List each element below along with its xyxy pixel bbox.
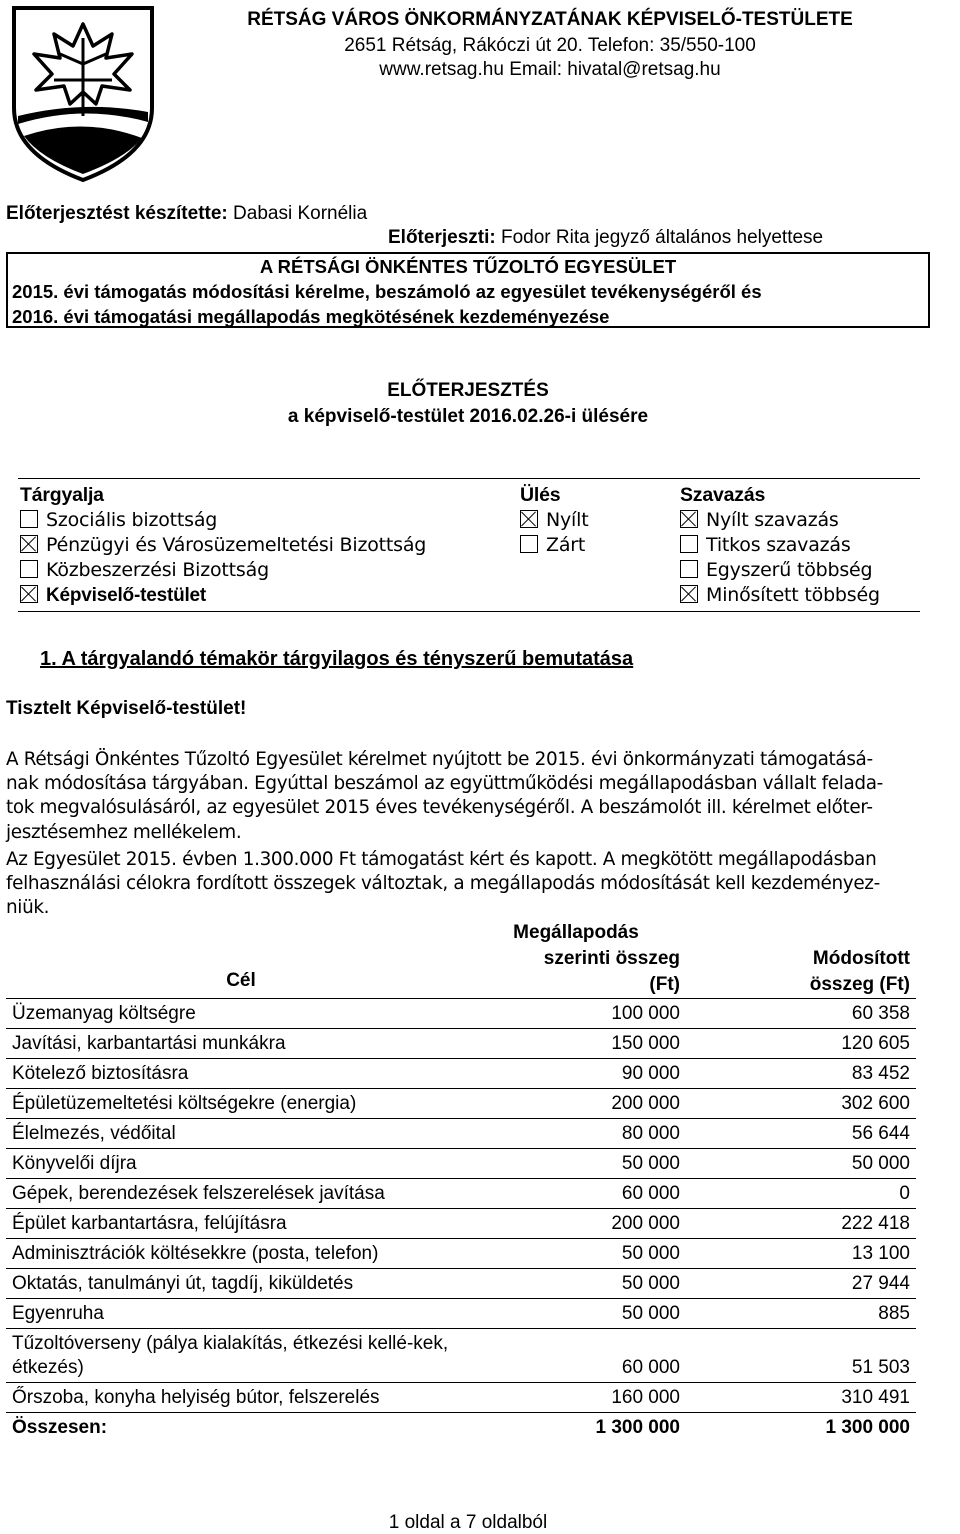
vote-option-label: Titkos szavazás: [706, 534, 851, 556]
vote-option-open[interactable]: [680, 508, 839, 533]
row-goal: Őrszoba, konyha helyiség bútor, felszerelés: [12, 1387, 380, 1408]
row-agreed: 50 000: [621, 1273, 680, 1294]
subject-line-2: 2015. évi támogatás módosítási kérelme, beszámoló az egyesület tevékenységéről és: [12, 281, 762, 302]
discuss-option-procurement[interactable]: [20, 558, 269, 583]
paragraph-line: Az Egyesület 2015. évben 1.300.000 Ft támogatást kért és kapott. A megkötött megállapodásban: [6, 849, 877, 870]
row-modified: 120 605: [841, 1033, 910, 1054]
col-agreed-header-line: szerinti összeg: [543, 948, 680, 969]
discuss-option-label: Szociális bizottság: [46, 509, 218, 531]
row-agreed: 90 000: [621, 1063, 680, 1084]
paragraph-line: niük.: [6, 897, 50, 919]
row-modified: 83 452: [851, 1063, 910, 1084]
table-row: [6, 1029, 916, 1059]
session-option-label: Nyílt: [546, 509, 589, 531]
row-goal: Javítási, karbantartási munkákra: [12, 1033, 286, 1054]
row-modified: 51 503: [851, 1357, 910, 1378]
table-row: [6, 1149, 916, 1179]
table-row: [6, 1383, 916, 1413]
checkbox-checked-icon[interactable]: [20, 535, 38, 553]
col-goal-header: Cél: [226, 970, 256, 991]
total-row: [6, 1413, 916, 1443]
paragraph-line: felhasználási célokra fordított összegek változtak, a megállapodás módosítását kell kezdeményez-: [6, 873, 880, 895]
paragraph-line: A Rétsági Önkéntes Tűzoltó Egyesület kérelmet nyújtott be 2015. évi önkormányzati támogatásá-: [6, 749, 873, 770]
discuss-header: Tárgyalja: [20, 484, 104, 506]
table-row: [6, 1239, 916, 1269]
row-agreed: 160 000: [611, 1387, 680, 1408]
town-crest-logo: [8, 4, 158, 184]
session-option-label: Zárt: [546, 534, 586, 556]
vote-option-label: Egyszerű többség: [706, 559, 873, 581]
row-goal: Épület karbantartásra, felújításra: [12, 1213, 287, 1234]
vote-option-simple-majority[interactable]: [680, 558, 872, 583]
row-agreed: 200 000: [611, 1213, 680, 1234]
council-contact: www.retsag.hu Email: hivatal@retsag.hu: [379, 59, 721, 80]
row-agreed: 80 000: [621, 1123, 680, 1144]
col-agreed-header: [476, 920, 686, 999]
row-goal: Könyvelői díjra: [12, 1153, 137, 1174]
session-header: Ülés: [520, 484, 561, 506]
total-modified: 1 300 000: [825, 1417, 910, 1438]
checkbox-checked-icon[interactable]: [520, 510, 538, 528]
col-modified-header-line: összeg (Ft): [809, 974, 910, 995]
vote-option-qualified-majority[interactable]: [680, 583, 880, 608]
vote-option-label: Minősített többség: [706, 584, 880, 606]
greeting: Tisztelt Képviselő-testület!: [6, 698, 247, 719]
total-agreed: 1 300 000: [595, 1417, 680, 1438]
row-agreed: 50 000: [621, 1243, 680, 1264]
row-modified: 27 944: [851, 1273, 910, 1294]
checkbox-checked-icon[interactable]: [680, 510, 698, 528]
row-goal: Élelmezés, védőital: [12, 1123, 176, 1144]
budget-table: [6, 920, 916, 1442]
table-row: [6, 1209, 916, 1239]
row-goal: Egyenruha: [12, 1303, 104, 1324]
proposal-title: ELŐTERJESZTÉS: [387, 380, 549, 401]
row-goal: Gépek, berendezések felszerelések javítása: [12, 1183, 385, 1204]
row-agreed: 150 000: [611, 1033, 680, 1054]
col-agreed-header-line: (Ft): [649, 974, 680, 995]
checkbox-unchecked-icon[interactable]: [20, 510, 38, 528]
discuss-option-label: Pénzügyi és Városüzemeltetési Bizottság: [46, 534, 427, 556]
discuss-option-council[interactable]: [20, 583, 206, 608]
vote-header: Szavazás: [680, 484, 766, 506]
table-row: [6, 999, 916, 1029]
proposal-subtitle: a képviselő-testület 2016.02.26-i ülésére: [287, 406, 649, 427]
subject-box: [6, 252, 930, 328]
table-row: [6, 1329, 916, 1383]
row-goal: Adminisztrációk költésekkre (posta, telefon): [12, 1243, 379, 1264]
row-goal: Üzemanyag költségre: [12, 1003, 196, 1024]
paragraph-line: nak módosítása tárgyában. Egyúttal beszámol az együttműködési megállapodásban vállalt felada-: [6, 773, 883, 795]
row-agreed: 50 000: [621, 1153, 680, 1174]
page-number: 1 oldal a 7 oldalból: [388, 1512, 548, 1533]
presenter-value: Fodor Rita jegyző általános helyettese: [500, 227, 824, 248]
row-agreed: 60 000: [621, 1183, 680, 1204]
discuss-option-finance[interactable]: [20, 533, 426, 558]
row-agreed: 50 000: [621, 1303, 680, 1324]
paragraph-line: jesztésemhez mellékelem.: [6, 821, 242, 843]
checkbox-unchecked-icon[interactable]: [20, 560, 38, 578]
discuss-option-label: Képviselő-testület: [46, 585, 207, 606]
vote-option-secret[interactable]: [680, 533, 851, 558]
row-modified: 13 100: [851, 1243, 910, 1264]
row-modified: 50 000: [851, 1153, 910, 1174]
row-modified: 885: [878, 1303, 910, 1324]
paragraph-1: [6, 748, 936, 845]
subject-line-1: A RÉTSÁGI ÖNKÉNTES TŰZOLTÓ EGYESÜLET: [259, 256, 677, 277]
section-heading: 1. A tárgyalandó témakör tárgyilagos és tényszerű bemutatása: [40, 648, 634, 670]
session-option-closed[interactable]: [520, 533, 585, 558]
checkbox-unchecked-icon[interactable]: [680, 560, 698, 578]
table-row: [6, 1179, 916, 1209]
preparer-label: Előterjesztést készítette:: [6, 203, 228, 224]
preparer-value: Dabasi Kornélia: [233, 203, 368, 224]
table-row: [6, 1089, 916, 1119]
presenter-label: Előterjeszti:: [388, 227, 496, 248]
row-goal: Oktatás, tanulmányi út, tagdíj, kiküldetés: [12, 1273, 354, 1294]
council-name: RÉTSÁG VÁROS ÖNKORMÁNYZATÁNAK KÉPVISELŐ-TESTÜLETE: [247, 9, 853, 30]
presenter-line: [388, 226, 823, 250]
paragraph-2: [6, 848, 936, 921]
row-modified: 310 491: [841, 1387, 910, 1408]
col-modified-header-line: Módosított: [812, 948, 910, 969]
row-agreed: 100 000: [611, 1003, 680, 1024]
table-row: [6, 1269, 916, 1299]
paragraph-line: tok megvalósulásáról, az egyesület 2015 éves tevékenységéről. A beszámolót ill. kérelmet előter-: [6, 797, 873, 819]
row-modified: 222 418: [841, 1213, 910, 1234]
checkbox-checked-icon[interactable]: [680, 585, 698, 603]
row-goal: Tűzoltóverseny (pálya kialakítás, étkezési kellé-kek, étkezés): [12, 1333, 449, 1378]
col-agreed-header-line: Megállapodás: [513, 922, 639, 943]
row-agreed: 60 000: [621, 1357, 680, 1378]
session-option-open[interactable]: [520, 508, 588, 533]
table-row: [6, 1119, 916, 1149]
vote-option-label: Nyílt szavazás: [706, 509, 839, 531]
checkbox-unchecked-icon[interactable]: [680, 535, 698, 553]
voting-panel: [18, 478, 920, 612]
preparer-line: [6, 202, 367, 226]
discuss-option-social[interactable]: [20, 508, 217, 533]
row-modified: 60 358: [851, 1003, 910, 1024]
row-goal: Kötelező biztosításra: [12, 1063, 189, 1084]
col-modified-header: [686, 920, 916, 999]
council-address: 2651 Rétság, Rákóczi út 20. Telefon: 35/550-100: [344, 35, 756, 56]
total-label: Összesen:: [12, 1417, 108, 1438]
table-row: [6, 1299, 916, 1329]
checkbox-checked-icon[interactable]: [20, 585, 38, 603]
row-modified: 302 600: [841, 1093, 910, 1114]
subject-line-3: 2016. évi támogatási megállapodás megkötésének kezdeményezése: [12, 306, 610, 327]
row-agreed: 200 000: [611, 1093, 680, 1114]
row-goal: Épületüzemeltetési költségekre (energia): [12, 1093, 357, 1114]
row-modified: 0: [899, 1183, 910, 1204]
table-row: [6, 1059, 916, 1089]
checkbox-unchecked-icon[interactable]: [520, 535, 538, 553]
table-header-row: [6, 920, 916, 999]
row-modified: 56 644: [851, 1123, 910, 1144]
discuss-option-label: Közbeszerzési Bizottság: [46, 559, 269, 581]
